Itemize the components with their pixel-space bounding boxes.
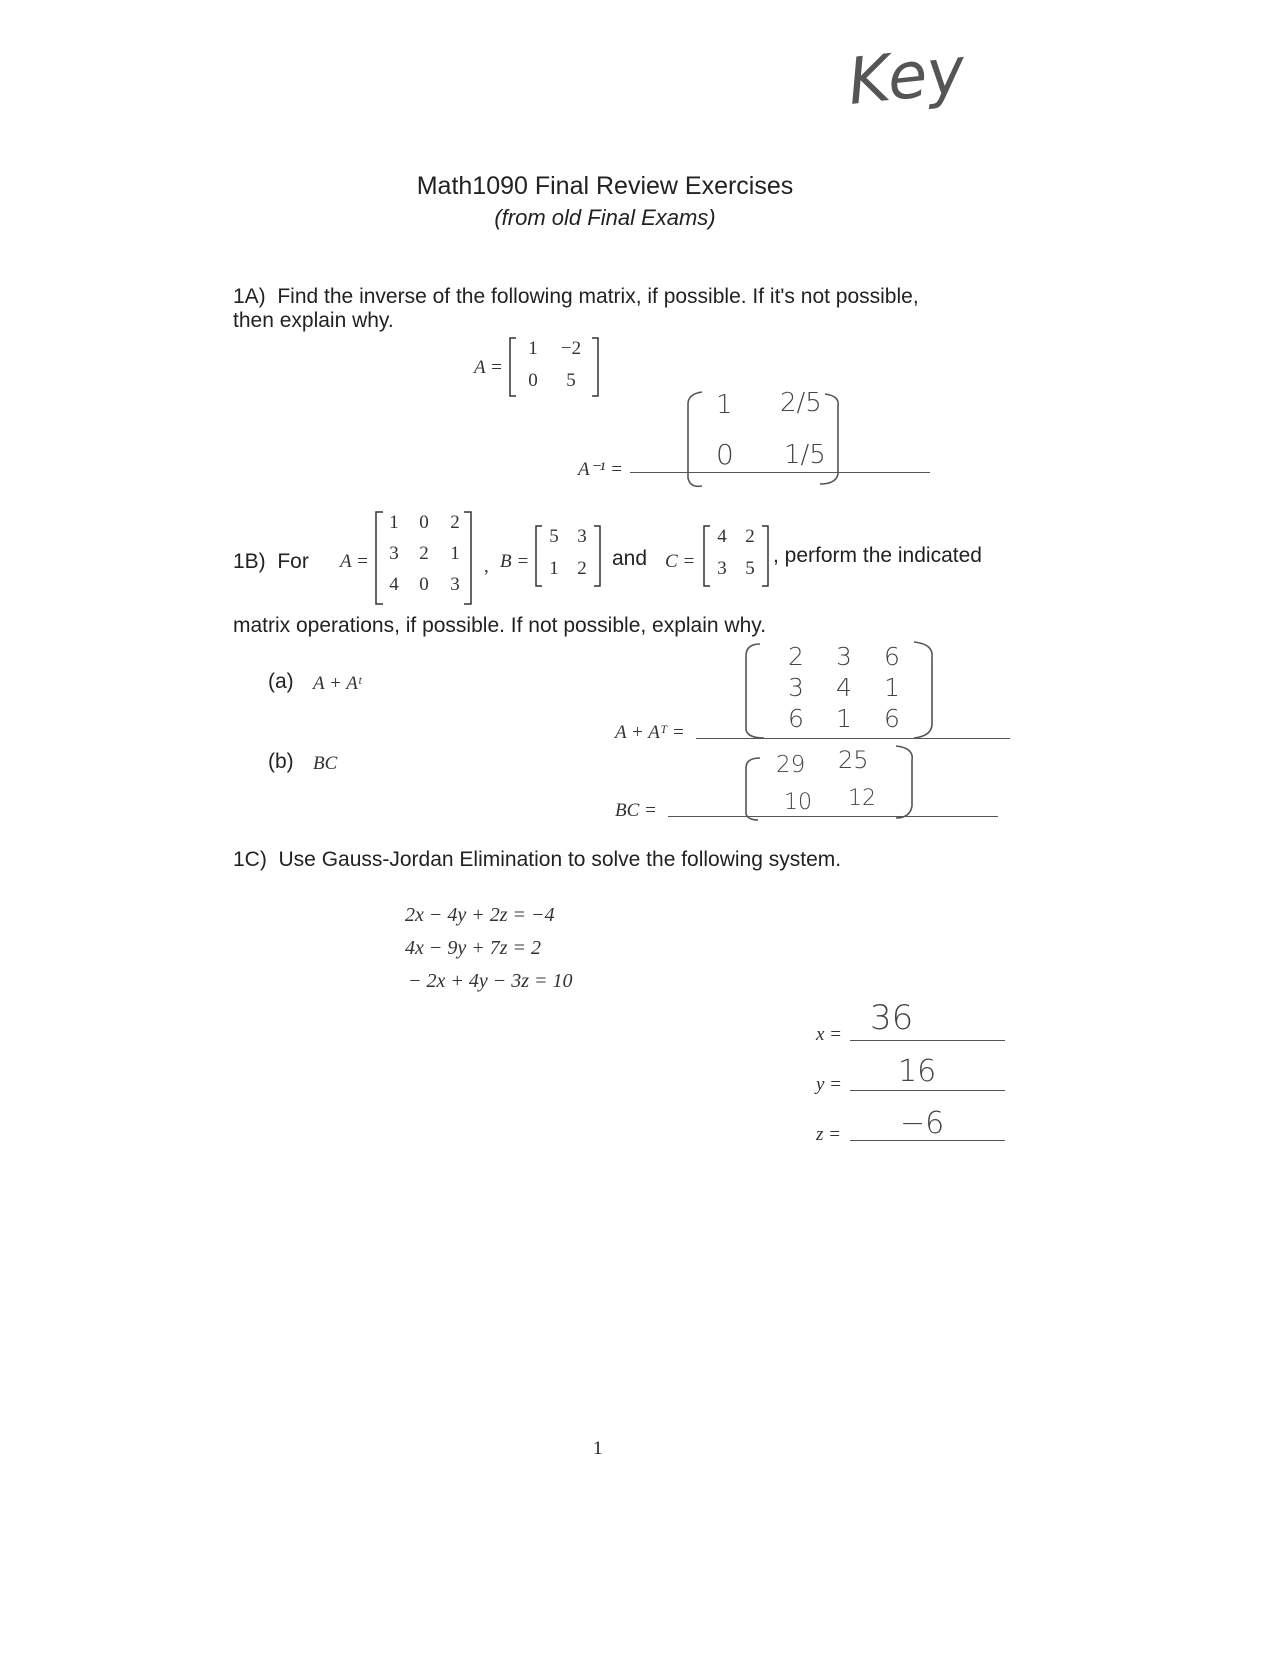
q1c-y-line (850, 1090, 1005, 1091)
matrix-cell: 4 (389, 574, 399, 595)
q1c-equation-2: 4x − 9y + 7z = 2 (405, 937, 542, 959)
q1c-label: 1C) (233, 848, 267, 871)
matrix-cell: 2 (450, 512, 460, 533)
matrix-cell: 2 (745, 526, 755, 547)
q1b-and: and (612, 547, 648, 570)
page-subtitle: (from old Final Exams) (494, 205, 716, 230)
matrix-cell: 0 (528, 370, 538, 391)
q1b-part-b-label: (b) (268, 750, 294, 773)
q1b-B-matrix (540, 526, 596, 580)
q1a-line2: then explain why. (233, 309, 394, 332)
matrix-cell: 2 (419, 543, 429, 564)
matrix-cell: 1 (389, 512, 399, 533)
q1a-matrix (515, 338, 591, 392)
matrix-cell: 4 (717, 526, 727, 547)
q1b-part-b-answer-brackets (736, 744, 926, 824)
q1b-B-name: B = (500, 551, 530, 572)
q1b-part-b-expr: BC (313, 753, 338, 774)
matrix-cell: 3 (717, 558, 727, 579)
matrix-cell: 2 (577, 558, 587, 579)
matrix-cell: 3 (788, 673, 804, 702)
matrix-cell: 0 (419, 574, 429, 595)
q1b-A-name: A = (340, 551, 369, 572)
q1c-equation-1: 2x − 4y + 2z = −4 (405, 904, 555, 926)
q1b-number: 1B) (233, 550, 266, 573)
key-annotation: Key (844, 34, 969, 120)
q1c-y-value: 16 (898, 1054, 937, 1089)
q1b-part-b-r2c1: 10 (784, 790, 812, 815)
q1a-answer-r2c2: 1/5 (784, 440, 826, 470)
q1a-text (233, 285, 1013, 333)
q1b-C-name: C = (665, 551, 696, 572)
q1b-line2: matrix operations, if possible. If not possible, explain why. (233, 614, 767, 637)
q1a-answer-label: A⁻¹ = (578, 459, 623, 480)
q1a-answer-r2c1: 0 (716, 438, 734, 471)
matrix-cell: 6 (788, 704, 804, 733)
matrix-cell: 6 (884, 704, 900, 733)
page-title: Math1090 Final Review Exercises (416, 172, 794, 200)
matrix-cell: 6 (884, 642, 900, 671)
matrix-cell: 1 (549, 558, 559, 579)
matrix-cell: 5 (549, 526, 559, 547)
matrix-cell: −2 (560, 338, 582, 359)
matrix-cell: 3 (577, 526, 587, 547)
matrix-cell: 3 (836, 642, 852, 671)
matrix-cell: 1 (450, 543, 460, 564)
q1c-y-label: y = (816, 1074, 843, 1095)
matrix-cell: 1 (528, 338, 538, 359)
matrix-cell: 5 (566, 370, 576, 391)
q1b-part-b-r1c1: 29 (776, 752, 806, 778)
q1b-label (233, 550, 309, 574)
q1a-answer-r1c2: 2/5 (780, 388, 822, 418)
q1a-answer-r1c1: 1 (716, 390, 733, 420)
q1b-part-b-r2c2: 12 (848, 786, 876, 811)
q1c-text (233, 848, 841, 872)
q1c-x-label: x = (816, 1024, 843, 1045)
q1b-part-b-answer-label: BC = (615, 800, 657, 821)
q1b-C-matrix (708, 526, 764, 580)
matrix-cell: 0 (419, 512, 429, 533)
q1a-line1: Find the inverse of the following matrix, if possible. If it's not possible, (277, 285, 919, 308)
q1a-matrix-name: A = (474, 357, 503, 378)
matrix-cell: 3 (450, 574, 460, 595)
q1b-part-a-answer-label: A + Aᵀ = (615, 722, 685, 743)
q1b-part-b-r1c2: 25 (838, 746, 869, 774)
q1c-x-value: 36 (870, 998, 914, 1038)
q1b-tail: , perform the indicated (773, 544, 982, 567)
q1c-instruction: Use Gauss-Jordan Elimination to solve the following system. (278, 848, 842, 871)
page-number: 1 (593, 1438, 603, 1459)
q1b-part-a-label: (a) (268, 670, 294, 693)
matrix-cell: 5 (745, 558, 755, 579)
q1b-A-matrix (380, 512, 470, 596)
matrix-cell: 4 (836, 673, 852, 702)
matrix-cell: 1 (836, 704, 852, 733)
q1c-x-line (850, 1040, 1005, 1041)
q1c-z-label: z = (816, 1124, 841, 1145)
matrix-cell: 2 (788, 642, 804, 671)
q1b-for: For (277, 550, 309, 573)
matrix-cell: 1 (884, 673, 900, 702)
matrix-cell: 3 (389, 543, 399, 564)
q1b-part-a-expr: A + Aᵗ (313, 673, 362, 694)
q1b-part-a-answer (772, 642, 916, 733)
q1c-equation-3: − 2x + 4y − 3z = 10 (408, 970, 573, 992)
q1b-comma: , (484, 556, 489, 577)
q1c-z-value: −6 (900, 1106, 945, 1141)
q1a-label: 1A) (233, 285, 266, 308)
